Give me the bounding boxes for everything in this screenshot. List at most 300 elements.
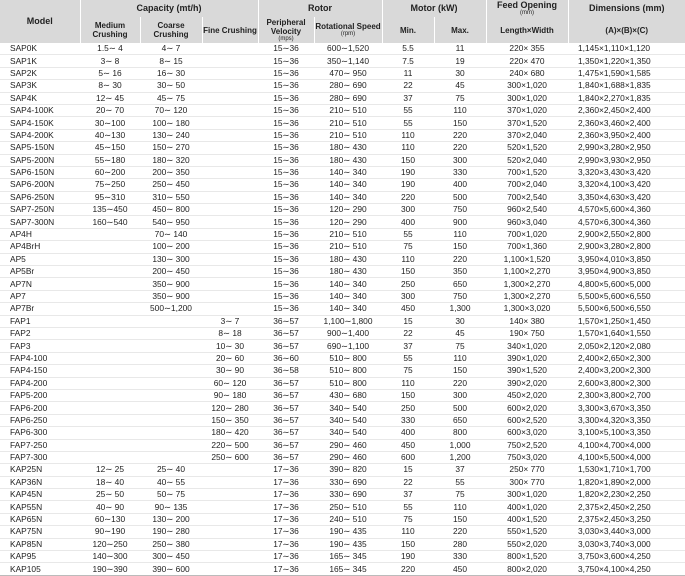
coarse-capacity-cell: 200∼ 450: [140, 266, 202, 278]
rotational-speed-cell: 280∼ 690: [314, 92, 382, 104]
table-row: [0, 154, 685, 166]
motor-max-cell: 19: [434, 55, 486, 67]
medium-capacity-cell: 40∼130: [80, 129, 140, 141]
coarse-capacity-cell: 100∼ 180: [140, 117, 202, 129]
motor-max-cell: 75: [434, 92, 486, 104]
motor-min-cell: 22: [382, 80, 434, 92]
medium-capacity-cell: [80, 451, 140, 463]
table-row: [0, 340, 685, 352]
feed-opening-cell: 1,300×3,020: [486, 303, 568, 315]
table-row: [0, 526, 685, 538]
medium-capacity-cell: 12∼ 45: [80, 92, 140, 104]
table-row: [0, 204, 685, 216]
medium-capacity-cell: 60∼130: [80, 513, 140, 525]
peripheral-velocity-cell: 15∼36: [258, 303, 314, 315]
dimensions-cell: 1,820×2,230×2,250: [568, 489, 685, 501]
table-row: [0, 427, 685, 439]
medium-capacity-cell: 3∼ 8: [80, 55, 140, 67]
rotational-speed-cell: 600∼1,520: [314, 43, 382, 55]
table-row: [0, 92, 685, 104]
model-cell: FAP2: [0, 327, 80, 339]
motor-max-cell: 30: [434, 67, 486, 79]
motor-min-cell: 190: [382, 179, 434, 191]
feed-opening-cell: 700×2,540: [486, 191, 568, 203]
table-row: [0, 377, 685, 389]
table-row: [0, 464, 685, 476]
coarse-capacity-cell: [140, 365, 202, 377]
medium-capacity-cell: [80, 427, 140, 439]
dimensions-cell: 4,800×5,600×5,000: [568, 278, 685, 290]
rotational-speed-cell: 210∼ 510: [314, 129, 382, 141]
motor-max-cell: 800: [434, 427, 486, 439]
peripheral-velocity-cell: 36∼57: [258, 389, 314, 401]
medium-capacity-cell: [80, 414, 140, 426]
motor-max-cell: 45: [434, 80, 486, 92]
table-row: [0, 228, 685, 240]
motor-max-cell: 220: [434, 142, 486, 154]
table-row: [0, 513, 685, 525]
peripheral-velocity-cell: 15∼36: [258, 104, 314, 116]
rotational-speed-cell: 180∼ 430: [314, 142, 382, 154]
medium-capacity-cell: [80, 389, 140, 401]
rotational-speed-cell: 430∼ 680: [314, 389, 382, 401]
peripheral-velocity-cell: 17∼36: [258, 526, 314, 538]
fine-capacity-cell: [202, 55, 258, 67]
rotational-speed-cell: 210∼ 510: [314, 117, 382, 129]
motor-max-cell: 1,000: [434, 439, 486, 451]
motor-min-cell: 250: [382, 278, 434, 290]
dimensions-cell: 3,950×4,010×3,850: [568, 253, 685, 265]
peripheral-velocity-cell: 36∼57: [258, 340, 314, 352]
rotational-speed-cell: 140∼ 340: [314, 290, 382, 302]
model-cell: AP7: [0, 290, 80, 302]
feed-opening-cell: 190× 750: [486, 327, 568, 339]
peripheral-velocity-cell: 36∼57: [258, 402, 314, 414]
model-cell: FAP1: [0, 315, 80, 327]
dimensions-cell: 2,300×3,800×2,700: [568, 389, 685, 401]
medium-capacity-cell: [80, 352, 140, 364]
feed-opening-cell: 400×1,020: [486, 501, 568, 513]
motor-min-cell: 150: [382, 389, 434, 401]
motor-max-cell: 55: [434, 476, 486, 488]
feed-opening-cell: 520×1,520: [486, 142, 568, 154]
feed-opening-cell: 600×2,020: [486, 402, 568, 414]
model-cell: FAP4-100: [0, 352, 80, 364]
feed-opening-cell: 550×1,520: [486, 526, 568, 538]
rotational-speed-cell: 210∼ 510: [314, 104, 382, 116]
motor-min-header: Min.: [382, 17, 434, 43]
model-cell: KAP36N: [0, 476, 80, 488]
motor-min-cell: 15: [382, 315, 434, 327]
medium-capacity-cell: 45∼150: [80, 142, 140, 154]
rotational-speed-cell: 140∼ 340: [314, 278, 382, 290]
dimensions-cell: 1,475×1,590×1,585: [568, 67, 685, 79]
motor-min-cell: 37: [382, 92, 434, 104]
dimensions-cell: 3,300×3,670×3,350: [568, 402, 685, 414]
medium-capacity-cell: 1.5∼ 4: [80, 43, 140, 55]
feed-opening-cell: 600×2,520: [486, 414, 568, 426]
dimensions-cell: 1,530×1,710×1,700: [568, 464, 685, 476]
motor-max-cell: 110: [434, 104, 486, 116]
motor-min-cell: 110: [382, 142, 434, 154]
feed-opening-cell: 370×1,020: [486, 104, 568, 116]
rotational-speed-label: Rotational Speed: [315, 22, 381, 31]
coarse-capacity-cell: 30∼ 50: [140, 80, 202, 92]
motor-min-cell: 15: [382, 464, 434, 476]
motor-max-cell: 300: [434, 154, 486, 166]
motor-max-cell: 220: [434, 526, 486, 538]
coarse-capacity-cell: [140, 340, 202, 352]
coarse-capacity-cell: 180∼ 320: [140, 154, 202, 166]
peripheral-velocity-cell: 36∼57: [258, 327, 314, 339]
feed-opening-cell: 1,300×2,270: [486, 290, 568, 302]
fine-capacity-cell: [202, 464, 258, 476]
table-row: [0, 538, 685, 550]
dimensions-cell: 3,950×4,900×3,850: [568, 266, 685, 278]
rotational-speed-cell: 120∼ 290: [314, 216, 382, 228]
medium-capacity-cell: [80, 365, 140, 377]
motor-min-cell: 75: [382, 241, 434, 253]
motor-max-header: Max.: [434, 17, 486, 43]
coarse-capacity-cell: [140, 327, 202, 339]
abc-header: (A)×(B)×(C): [568, 17, 685, 43]
table-row: [0, 80, 685, 92]
rotational-speed-cell: 510∼ 800: [314, 377, 382, 389]
model-header: Model: [0, 0, 80, 43]
peripheral-velocity-cell: 15∼36: [258, 67, 314, 79]
dimensions-header: Dimensions (mm): [568, 0, 685, 17]
motor-min-cell: 7.5: [382, 55, 434, 67]
dimensions-cell: 1,840×1,688×1,835: [568, 80, 685, 92]
length-width-header: Length×Width: [486, 17, 568, 43]
peripheral-velocity-cell: 36∼57: [258, 414, 314, 426]
fine-capacity-cell: [202, 266, 258, 278]
motor-max-cell: 220: [434, 253, 486, 265]
motor-min-cell: 55: [382, 501, 434, 513]
feed-opening-cell: 700×1,520: [486, 166, 568, 178]
table-row: [0, 290, 685, 302]
model-cell: AP5: [0, 253, 80, 265]
medium-capacity-cell: [80, 315, 140, 327]
feed-opening-cell: 960×2,540: [486, 204, 568, 216]
coarse-crushing-header: Coarse Crushing: [140, 17, 202, 43]
medium-capacity-cell: [80, 439, 140, 451]
model-cell: FAP3: [0, 340, 80, 352]
table-row: [0, 216, 685, 228]
feed-opening-label: Feed Opening: [497, 0, 558, 10]
table-row: [0, 191, 685, 203]
feed-opening-header: [486, 0, 568, 17]
model-cell: SAP1K: [0, 55, 80, 67]
rotational-speed-cell: 180∼ 430: [314, 253, 382, 265]
motor-max-cell: 150: [434, 117, 486, 129]
medium-capacity-cell: [80, 290, 140, 302]
table-row: [0, 142, 685, 154]
dimensions-cell: 2,360×2,450×2,400: [568, 104, 685, 116]
coarse-capacity-cell: 200∼ 350: [140, 166, 202, 178]
dimensions-cell: 2,375×2,450×2,250: [568, 501, 685, 513]
motor-min-cell: 110: [382, 377, 434, 389]
dimensions-cell: 2,360×3,950×2,400: [568, 129, 685, 141]
coarse-capacity-cell: 130∼ 300: [140, 253, 202, 265]
rotational-speed-cell: 1,100∼1,800: [314, 315, 382, 327]
motor-max-cell: 220: [434, 377, 486, 389]
peripheral-velocity-cell: 17∼36: [258, 489, 314, 501]
rotational-speed-cell: 340∼ 540: [314, 402, 382, 414]
motor-min-cell: 150: [382, 266, 434, 278]
model-cell: AP7N: [0, 278, 80, 290]
motor-min-cell: 450: [382, 439, 434, 451]
model-cell: KAP65N: [0, 513, 80, 525]
rotational-speed-cell: 165∼ 345: [314, 563, 382, 575]
feed-opening-cell: 390×2,020: [486, 377, 568, 389]
peripheral-velocity-cell: 36∼57: [258, 315, 314, 327]
motor-max-cell: 220: [434, 129, 486, 141]
rotational-speed-header: [314, 17, 382, 43]
rotational-speed-cell: 140∼ 340: [314, 179, 382, 191]
peripheral-velocity-cell: 15∼36: [258, 216, 314, 228]
fine-capacity-cell: 120∼ 280: [202, 402, 258, 414]
motor-min-cell: 400: [382, 427, 434, 439]
peripheral-velocity-cell: 15∼36: [258, 129, 314, 141]
fine-capacity-cell: 180∼ 420: [202, 427, 258, 439]
rotational-speed-cell: 280∼ 690: [314, 80, 382, 92]
medium-capacity-cell: 190∼390: [80, 563, 140, 575]
table-row: [0, 179, 685, 191]
motor-min-cell: 75: [382, 513, 434, 525]
table-row: [0, 117, 685, 129]
feed-opening-cell: 390×1,520: [486, 365, 568, 377]
rotational-speed-cell: 290∼ 460: [314, 451, 382, 463]
motor-max-cell: 45: [434, 327, 486, 339]
coarse-capacity-cell: 100∼ 200: [140, 241, 202, 253]
rotational-speed-cell: 210∼ 510: [314, 228, 382, 240]
feed-opening-cell: 750×2,520: [486, 439, 568, 451]
motor-max-cell: 650: [434, 414, 486, 426]
motor-max-cell: 1,300: [434, 303, 486, 315]
dimensions-cell: 1,145×1,110×1,120: [568, 43, 685, 55]
motor-max-cell: 330: [434, 166, 486, 178]
motor-min-cell: 110: [382, 526, 434, 538]
motor-min-cell: 55: [382, 352, 434, 364]
rotational-speed-cell: 390∼ 820: [314, 464, 382, 476]
peripheral-velocity-cell: 15∼36: [258, 154, 314, 166]
fine-capacity-cell: [202, 92, 258, 104]
fine-capacity-cell: [202, 142, 258, 154]
model-cell: SAP4K: [0, 92, 80, 104]
feed-opening-cell: 300×1,020: [486, 80, 568, 92]
fine-capacity-cell: [202, 538, 258, 550]
fine-capacity-cell: [202, 43, 258, 55]
dimensions-cell: 2,050×2,120×2,080: [568, 340, 685, 352]
feed-opening-cell: 220× 355: [486, 43, 568, 55]
motor-min-cell: 190: [382, 166, 434, 178]
model-cell: SAP4-100K: [0, 104, 80, 116]
fine-capacity-cell: [202, 67, 258, 79]
table-row: [0, 365, 685, 377]
medium-capacity-cell: [80, 241, 140, 253]
feed-opening-cell: 390×1,020: [486, 352, 568, 364]
coarse-capacity-cell: 130∼ 200: [140, 513, 202, 525]
medium-capacity-cell: 20∼ 70: [80, 104, 140, 116]
model-cell: AP4H: [0, 228, 80, 240]
fine-capacity-cell: [202, 253, 258, 265]
coarse-capacity-cell: 190∼ 280: [140, 526, 202, 538]
motor-max-cell: 37: [434, 464, 486, 476]
rotational-speed-cell: 510∼ 800: [314, 365, 382, 377]
dimensions-cell: 3,100×5,100×3,350: [568, 427, 685, 439]
motor-min-cell: 11: [382, 67, 434, 79]
feed-opening-cell: 450×2,020: [486, 389, 568, 401]
motor-min-cell: 150: [382, 154, 434, 166]
peripheral-velocity-cell: 17∼36: [258, 538, 314, 550]
peripheral-velocity-cell: 36∼57: [258, 377, 314, 389]
motor-max-cell: 300: [434, 389, 486, 401]
model-cell: SAP6-200N: [0, 179, 80, 191]
dimensions-cell: 4,570×6,300×4,360: [568, 216, 685, 228]
fine-capacity-cell: [202, 228, 258, 240]
motor-max-cell: 650: [434, 278, 486, 290]
motor-min-cell: 300: [382, 204, 434, 216]
medium-capacity-cell: [80, 377, 140, 389]
fine-capacity-cell: [202, 154, 258, 166]
motor-min-cell: 110: [382, 253, 434, 265]
feed-opening-cell: 140× 380: [486, 315, 568, 327]
model-cell: KAP75N: [0, 526, 80, 538]
fine-crushing-header: Fine Crushing: [202, 17, 258, 43]
medium-crushing-header: Medium Crushing: [80, 17, 140, 43]
motor-min-cell: 55: [382, 117, 434, 129]
feed-opening-cell: 700×2,040: [486, 179, 568, 191]
feed-opening-cell: 520×2,040: [486, 154, 568, 166]
fine-capacity-cell: [202, 290, 258, 302]
table-row: [0, 266, 685, 278]
motor-max-cell: 110: [434, 501, 486, 513]
feed-opening-cell: 370×1,520: [486, 117, 568, 129]
medium-capacity-cell: 160∼540: [80, 216, 140, 228]
motor-min-cell: 55: [382, 104, 434, 116]
feed-opening-cell: 700×1,020: [486, 228, 568, 240]
model-cell: SAP7-250N: [0, 204, 80, 216]
motor-max-cell: 110: [434, 228, 486, 240]
dimensions-cell: 3,030×3,440×3,000: [568, 526, 685, 538]
motor-min-cell: 450: [382, 303, 434, 315]
motor-min-cell: 150: [382, 538, 434, 550]
feed-opening-cell: 960×3,040: [486, 216, 568, 228]
peripheral-velocity-cell: 15∼36: [258, 179, 314, 191]
fine-capacity-cell: 8∼ 18: [202, 327, 258, 339]
dimensions-cell: 2,600×3,800×2,300: [568, 377, 685, 389]
feed-opening-cell: 400×1,520: [486, 513, 568, 525]
peripheral-velocity-cell: 15∼36: [258, 55, 314, 67]
feed-opening-cell: 800×2,020: [486, 563, 568, 575]
motor-max-cell: 150: [434, 241, 486, 253]
dimensions-cell: 3,750×3,600×4,250: [568, 551, 685, 563]
motor-max-cell: 450: [434, 563, 486, 575]
feed-opening-cell: 700×1,360: [486, 241, 568, 253]
model-cell: FAP6-200: [0, 402, 80, 414]
coarse-capacity-cell: [140, 315, 202, 327]
coarse-capacity-cell: 300∼ 450: [140, 551, 202, 563]
peripheral-velocity-cell: 15∼36: [258, 142, 314, 154]
medium-capacity-cell: [80, 253, 140, 265]
coarse-capacity-cell: 50∼ 75: [140, 489, 202, 501]
model-cell: AP4BrH: [0, 241, 80, 253]
rotational-speed-cell: 340∼ 540: [314, 427, 382, 439]
coarse-capacity-cell: 310∼ 550: [140, 191, 202, 203]
motor-max-cell: 75: [434, 340, 486, 352]
table-row: [0, 129, 685, 141]
coarse-capacity-cell: 250∼ 450: [140, 179, 202, 191]
coarse-capacity-cell: 540∼ 950: [140, 216, 202, 228]
motor-min-cell: 250: [382, 402, 434, 414]
rotational-speed-cell: 190∼ 435: [314, 538, 382, 550]
medium-capacity-cell: [80, 228, 140, 240]
feed-opening-cell: 250× 770: [486, 464, 568, 476]
feed-opening-cell: 750×3,020: [486, 451, 568, 463]
medium-capacity-cell: [80, 340, 140, 352]
medium-capacity-cell: [80, 278, 140, 290]
motor-max-cell: 1,200: [434, 451, 486, 463]
model-cell: AP5Br: [0, 266, 80, 278]
feed-opening-cell: 370×2,040: [486, 129, 568, 141]
coarse-capacity-cell: [140, 414, 202, 426]
fine-capacity-cell: [202, 80, 258, 92]
dimensions-cell: 3,750×4,100×4,250: [568, 563, 685, 575]
coarse-capacity-cell: 70∼ 120: [140, 104, 202, 116]
feed-opening-cell: 1,100×1,520: [486, 253, 568, 265]
table-row: [0, 327, 685, 339]
model-cell: SAP3K: [0, 80, 80, 92]
fine-capacity-cell: [202, 489, 258, 501]
coarse-capacity-cell: [140, 389, 202, 401]
model-cell: FAP7-250: [0, 439, 80, 451]
fine-capacity-cell: [202, 191, 258, 203]
motor-max-cell: 750: [434, 290, 486, 302]
motor-min-cell: 330: [382, 414, 434, 426]
rotational-speed-cell: 190∼ 435: [314, 526, 382, 538]
motor-min-cell: 37: [382, 489, 434, 501]
feed-opening-cell: 1,300×2,270: [486, 278, 568, 290]
peripheral-velocity-cell: 17∼36: [258, 476, 314, 488]
motor-min-cell: 400: [382, 216, 434, 228]
model-cell: SAP5-150N: [0, 142, 80, 154]
peripheral-velocity-cell: 15∼36: [258, 43, 314, 55]
model-cell: FAP7-300: [0, 451, 80, 463]
dimensions-cell: 4,100×4,700×4,000: [568, 439, 685, 451]
table-header: [0, 0, 685, 43]
motor-max-cell: 150: [434, 365, 486, 377]
coarse-capacity-cell: 500∼1,200: [140, 303, 202, 315]
feed-opening-cell: 300× 770: [486, 476, 568, 488]
table-row: [0, 501, 685, 513]
rotational-speed-cell: 330∼ 690: [314, 489, 382, 501]
coarse-capacity-cell: 16∼ 30: [140, 67, 202, 79]
fine-capacity-cell: [202, 526, 258, 538]
fine-capacity-cell: 10∼ 30: [202, 340, 258, 352]
fine-capacity-cell: [202, 166, 258, 178]
medium-capacity-cell: [80, 266, 140, 278]
medium-capacity-cell: [80, 327, 140, 339]
peripheral-velocity-unit: (mps): [278, 35, 294, 42]
peripheral-velocity-cell: 15∼36: [258, 241, 314, 253]
coarse-capacity-cell: [140, 439, 202, 451]
feed-opening-cell: 220× 470: [486, 55, 568, 67]
table-row: [0, 439, 685, 451]
dimensions-cell: 1,570×1,640×1,550: [568, 327, 685, 339]
motor-header: Motor (kW): [382, 0, 486, 17]
rotational-speed-cell: 340∼ 540: [314, 414, 382, 426]
